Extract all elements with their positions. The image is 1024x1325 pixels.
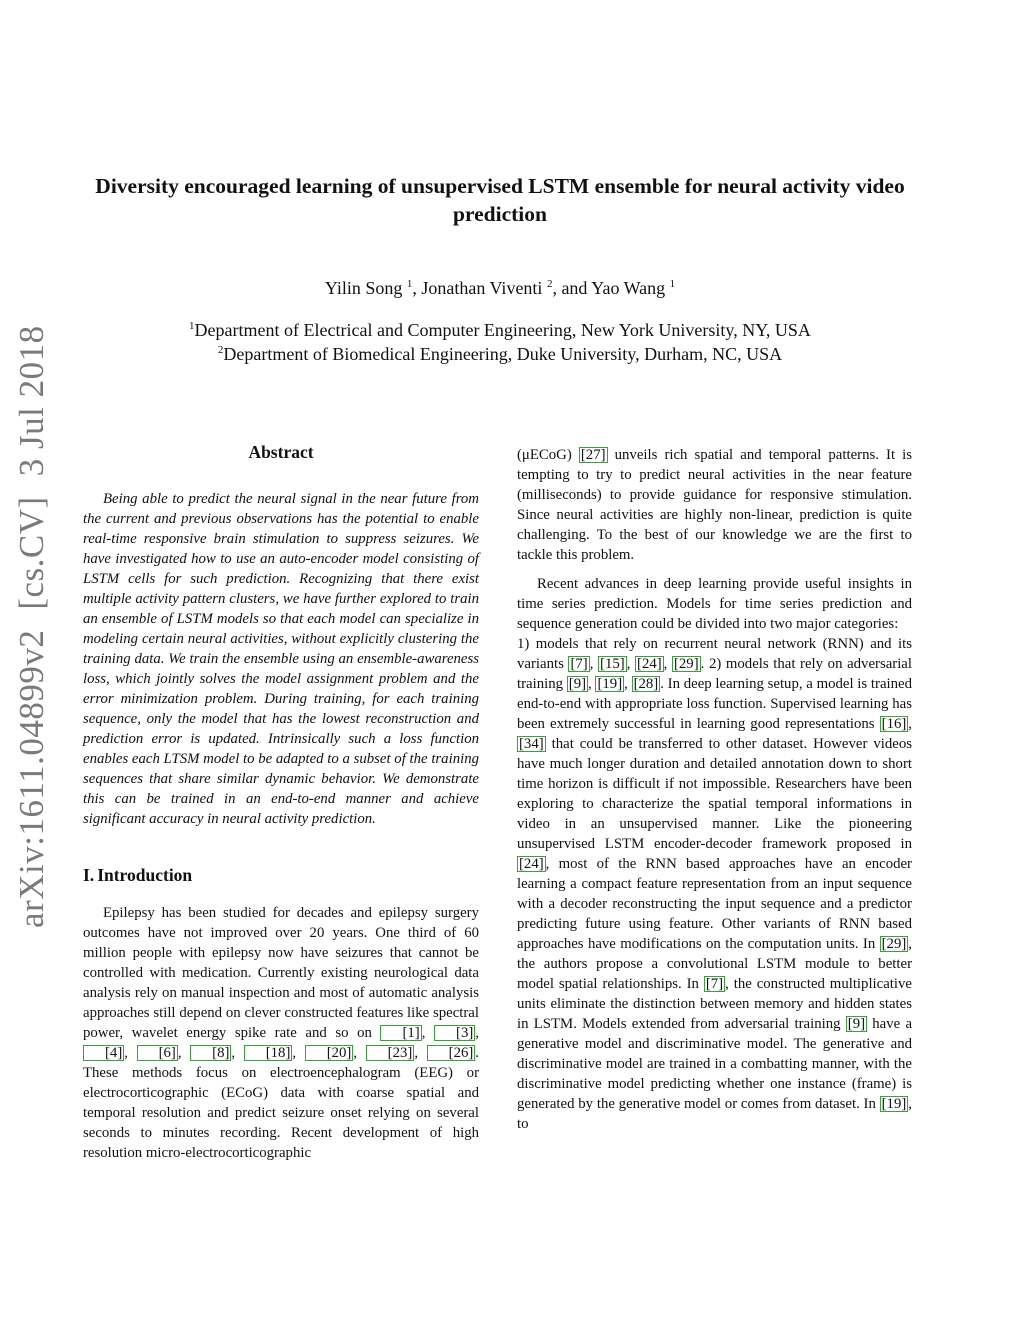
citation-link[interactable]: [6] xyxy=(137,1045,178,1061)
citation-link[interactable]: [34] xyxy=(519,736,544,752)
section-heading-introduction xyxy=(83,865,479,886)
citation-link[interactable]: [29] xyxy=(673,656,699,672)
citation-link[interactable]: [18] xyxy=(244,1045,293,1061)
citation-link[interactable]: [19] xyxy=(881,1096,907,1112)
citation-link[interactable]: [7] xyxy=(705,976,724,992)
right-column xyxy=(517,445,912,1134)
citation-link[interactable]: [28] xyxy=(633,676,659,692)
citation-link[interactable]: [1] xyxy=(380,1025,421,1041)
citation-link[interactable]: [7] xyxy=(570,656,588,672)
citation-link[interactable]: [24] xyxy=(637,656,662,672)
author-affil-mark: 1 xyxy=(669,278,676,290)
citation-link[interactable]: [4] xyxy=(83,1045,124,1061)
abstract-body: Being able to predict the neural signal in the near future from the current and previous observations has the potential to enable real-time responsive brain stimulation to suppress seizures. We have investigated how to use an auto-encoder model consisting of LSTM cells for such prediction. Recognizing that there exist multiple activity pattern clusters, we have further explored to train an ensemble of LSTM models so that each model can specialize in modeling certain neural activities, without explicitly clustering the training data. We train the ensemble using an ensemble-awareness loss, which jointly solves the model assignment problem and the error minimization problem. During training, for each training sequence, only the model that has the lowest reconstruction and prediction error is updated. Intrinsically such a loss function enables each LTSM model to be adapted to a subset of the training sequences that share similar dynamic behavior. We demonstrate this can be trained in an end-to-end manner and achieve significant accuracy in neural activity prediction. xyxy=(83,491,479,827)
citation-link[interactable]: [19] xyxy=(597,676,623,692)
left-column xyxy=(83,442,479,1163)
abstract-heading: Abstract xyxy=(248,442,314,462)
citation-link[interactable]: [23] xyxy=(366,1045,415,1061)
affiliation-list xyxy=(60,318,940,366)
intro-paragraph: Recent advances in deep learning provide useful insights in time series prediction. Models for time series prediction and sequence generation could be divided into two major categories: xyxy=(517,576,912,632)
citation-link[interactable]: [9] xyxy=(847,1016,866,1032)
citation-link[interactable]: [29] xyxy=(881,936,907,952)
arxiv-date: 3 Jul 2018 xyxy=(12,325,51,477)
intro-paragraph-continued: (μECoG) [27] unveils rich spatial and temporal patterns. It is tempting to try to predict neural activities in the near feature (milliseconds) to provide guidance for responsive stimulation. Since neural activities are highly non-linear, prediction is quite challenging. To the best of our knowledge we are the first to tackle this problem. xyxy=(517,447,913,563)
citation-link[interactable]: [8] xyxy=(190,1045,231,1061)
paper-title: Diversity encouraged learning of unsupervised LSTM ensemble for neural activity video prediction xyxy=(95,174,905,226)
arxiv-id: arXiv:1611.04899v2 xyxy=(12,629,51,928)
citation-link[interactable]: [24] xyxy=(519,856,544,872)
section-number: I. xyxy=(83,865,95,885)
arxiv-side-stamp xyxy=(12,305,52,928)
citation-link[interactable]: [20] xyxy=(305,1045,354,1061)
citation-link[interactable]: [16] xyxy=(881,716,907,732)
author-affil-mark: 1 xyxy=(406,278,413,290)
citation-link[interactable]: [15] xyxy=(600,656,625,672)
affiliation: $^1$Department of Electrical and Computer Engineering, New York University, NY, USA xyxy=(189,320,811,340)
intro-paragraph-list: 1) models that rely on recurrent neural network (RNN) and its variants [7] , [15] , [24] , [29] . 2) models that rely on adversarial training [9] , [19] , [28] . In deep learning setup, a model is trained end-to-end with appropriate loss function. Supervised learning has been extremely successful in learning good representations [16] , [34] that could be transferred to other dataset. However videos have much longer duration and detailed annotation down to short time horizon is difficult if not impossible. Researchers have been exploring to characterize the spatial temporal informations in video in an unsupervised manner. Like the pioneering unsupervised LSTM encoder-decoder framework proposed in [24] , most of the RNN based approaches have an encoder learning a compact feature representation from an input sequence with a decoder reconstructing the input sequence and a predictor predicting future using feature. Other variants of RNN based approaches have modifications on the computation units. In [29] , the authors propose a convolutional LSTM module to better model spatial relationships. In [7] , the constructed multiplicative units eliminate the distinction between memory and hidden states in LSTM. Models extended from adversarial training [9] have a generative model and discriminative model. The generative and discriminative model are trained in a combatting manner, with the discriminative model predicting whether one instance (frame) is generated by the generative model or comes from dataset. In [19] , to xyxy=(517,636,913,1132)
affiliation: $^2$Department of Biomedical Engineering, Duke University, Durham, NC, USA xyxy=(217,344,783,364)
citation-link[interactable]: [9] xyxy=(568,676,587,692)
intro-paragraph: Epilepsy has been studied for decades and epilepsy surgery outcomes have not improved over 20 years. One third of 60 million people with epilepsy now have seizures that cannot be controlled with medication. Currently existing neurological data analysis rely on manual inspection and most of automatic analysis approaches still depend on clever constructed features like spectral power, wavelet energy spike rate and so on [1] , [3] , [4] , [6] , [8] , [18] , [20] , [23] , [26] . These methods focus on electroencephalogram (EEG) or electrocorticographic (ECoG) data with coarse spatial and temporal resolution and predict seizure onset relying on several seconds to minutes recording. Recent development of high resolution micro-electrocorticographic xyxy=(83,905,479,1161)
author-name: Yilin Song xyxy=(324,278,403,298)
author-name: Jonathan Viventi xyxy=(421,278,543,298)
arxiv-category: [cs.CV] xyxy=(12,496,51,610)
author-affil-mark: 2 xyxy=(546,278,553,290)
author-name: and Yao Wang xyxy=(561,278,666,298)
citation-link[interactable]: [27] xyxy=(580,447,606,463)
citation-link[interactable]: [26] xyxy=(427,1045,476,1061)
section-title: Introduction xyxy=(97,865,193,885)
citation-link[interactable]: [3] xyxy=(434,1025,475,1041)
author-list: Yilin Song $^1$, Jonathan Viventi $^2$, and Yao Wang $^1$ xyxy=(324,278,676,298)
